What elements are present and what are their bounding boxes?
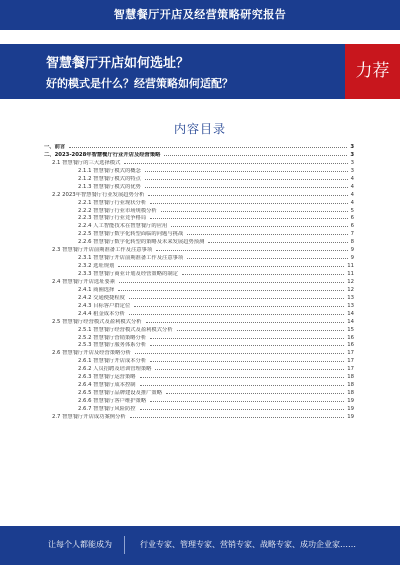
toc-entry-page: 17	[347, 350, 354, 357]
toc-entry-page: 18	[347, 390, 354, 397]
toc-leader-dots	[150, 400, 344, 402]
toc-leader-dots	[135, 352, 344, 354]
toc-entry-page: 6	[350, 223, 354, 230]
toc-leader-dots	[187, 257, 347, 259]
toc-entry-page: 16	[347, 334, 354, 341]
toc-leader-dots	[118, 289, 344, 291]
toc-entry-label: 2.2.2 智慧餐厅行业市场规模分析	[78, 207, 157, 214]
toc-entry[interactable]	[44, 176, 354, 184]
toc-entry-label: 2.1.2 智慧餐厅模式的特点	[78, 175, 141, 182]
toc-entry-label: 2.7 智慧餐厅开店成功案例分析	[52, 413, 126, 420]
toc-leader-dots	[145, 178, 348, 180]
toc-entry[interactable]	[44, 215, 354, 223]
toc-leader-dots	[187, 233, 347, 235]
toc-entry-label: 2.5.2 智慧餐厅营销策略分析	[78, 334, 147, 341]
toc-entry-label: 2.4 智慧餐厅开店选址要素	[52, 278, 116, 285]
toc-entry[interactable]	[44, 223, 354, 231]
toc-entry[interactable]	[44, 247, 354, 255]
toc-entry-page: 9	[350, 255, 354, 262]
toc-entry-label: 2.1 智慧餐厅的三大选择模式	[52, 159, 121, 166]
toc-entry-page: 17	[347, 358, 354, 365]
toc-leader-dots	[208, 241, 347, 243]
toc-entry-page: 3	[350, 167, 354, 174]
toc-entry-page: 14	[347, 318, 354, 325]
toc-entry-page: 3	[350, 151, 354, 158]
toc-entry[interactable]	[44, 255, 354, 263]
toc-entry[interactable]	[44, 168, 354, 176]
report-title: 智慧餐厅开店及经营策略研究报告	[113, 8, 287, 21]
toc-entry-page: 11	[347, 263, 354, 270]
toc-entry[interactable]	[44, 184, 354, 192]
toc-entry-page: 8	[350, 239, 354, 246]
toc-leader-dots	[155, 368, 344, 370]
toc-entry-label: 2.4.1 商圈选择	[78, 286, 115, 293]
toc-entry-page: 12	[347, 286, 354, 293]
toc-entry-label: 2.4.2 交通便捷程度	[78, 294, 125, 301]
banner-title: 智慧餐厅开店如何选址？	[46, 56, 190, 71]
toc-entry-label: 2.2.3 智慧餐厅行业竞争格局	[78, 215, 147, 222]
toc-entry-page: 18	[347, 382, 354, 389]
toc-entry-page: 4	[350, 175, 354, 182]
toc-entry-page: 5	[350, 207, 354, 214]
toc-entry-label: 2.1.3 智慧餐厅模式的优势	[78, 183, 141, 190]
toc-entry-label: 2.3 智慧餐厅开店前期准备工作及注意事项	[52, 247, 153, 254]
toc-entry-page: 15	[347, 326, 354, 333]
toc-entry[interactable]	[44, 311, 354, 319]
toc-leader-dots	[150, 217, 347, 219]
toc-leader-dots	[150, 360, 344, 362]
toc-entry[interactable]	[44, 279, 354, 287]
toc-entry[interactable]	[44, 152, 354, 160]
toc-leader-dots	[140, 376, 345, 378]
toc-entry[interactable]	[44, 303, 354, 311]
toc-leader-dots	[166, 392, 344, 394]
toc-entry-page: 14	[347, 310, 354, 317]
toc-leader-dots	[124, 162, 347, 164]
toc-entry-page: 19	[347, 413, 354, 420]
toc-entry-page: 11	[347, 271, 354, 277]
toc-entry-page: 12	[347, 278, 354, 285]
toc-entry-label: 2.4.4 租金成本分析	[78, 310, 125, 317]
toc-entry-label: 一、前言	[44, 144, 66, 150]
toc-entry-page: 13	[347, 302, 354, 309]
toc-leader-dots	[146, 321, 345, 323]
toc-entry-page: 9	[350, 247, 354, 254]
toc-leader-dots	[129, 297, 344, 299]
toc-entry-page: 4	[350, 199, 354, 206]
toc-entry[interactable]	[44, 382, 354, 390]
toc-entry[interactable]	[44, 398, 354, 406]
toc-leader-dots	[156, 249, 347, 251]
toc-entry-label: 2.6.2 人员招聘及培训管理策略	[78, 366, 152, 373]
toc-leader-dots	[148, 194, 347, 196]
toc-leader-dots	[150, 344, 344, 346]
toc-entry[interactable]	[44, 335, 354, 343]
toc-entry[interactable]	[44, 406, 354, 414]
toc-leader-dots	[118, 265, 344, 267]
toc-entry[interactable]	[44, 366, 354, 374]
toc-entry-page: 7	[350, 231, 354, 238]
toc-entry-label: 2.6 智慧餐厅开店及经营策略分析	[52, 350, 131, 357]
toc-entry-page: 3	[350, 159, 354, 166]
toc-entry[interactable]	[44, 287, 354, 295]
toc-leader-dots	[145, 186, 348, 188]
toc-leader-dots	[140, 384, 345, 386]
toc-leader-dots	[119, 281, 344, 283]
toc-entry-label: 2.3.3 智慧餐厅商业计划及经营策略的制定	[78, 271, 178, 277]
toc-entry-label: 2.2.5 智慧餐厅数字化转型面临的问题与挑战	[78, 231, 184, 238]
toc-entry-page: 18	[347, 374, 354, 381]
toc-entry-label: 2.2 2023年智慧餐厅行业发展趋势分析	[52, 191, 145, 198]
toc-entry-label: 2.3.2 选址规划	[78, 263, 115, 270]
toc-leader-dots	[69, 146, 347, 148]
toc-entry[interactable]	[44, 208, 354, 216]
title-banner	[0, 44, 400, 99]
toc-leader-dots	[140, 408, 345, 410]
toc-leader-dots	[145, 170, 348, 172]
toc-entry-label: 2.6.1 智慧餐厅开店成本分析	[78, 358, 147, 365]
toc-leader-dots	[150, 337, 344, 339]
toc-entry[interactable]	[44, 295, 354, 303]
banner-subtitle: 好的模式是什么？经营策略如何适配？	[46, 77, 233, 90]
toc-entry-page: 13	[347, 294, 354, 301]
toc-entry-label: 2.6.7 智慧餐厅风险防控	[78, 405, 136, 412]
toc-leader-dots	[182, 273, 344, 275]
toc-entry-label: 2.5 智慧餐厅经营模式及盈利模式分析	[52, 318, 142, 325]
toc-leader-dots	[150, 202, 347, 204]
toc-entry[interactable]	[44, 358, 354, 366]
toc-entry[interactable]	[44, 342, 354, 350]
footer-slogan: 让每个人都能成为	[48, 540, 112, 549]
toc-entry[interactable]	[44, 374, 354, 382]
toc-entry[interactable]	[44, 263, 354, 271]
footer-tagline: 行业专家、管理专家、营销专家、战略专家、成功企业家……	[140, 540, 356, 549]
toc-entry[interactable]	[44, 239, 354, 247]
toc-leader-dots	[134, 305, 344, 307]
toc-entry[interactable]	[44, 200, 354, 208]
toc-entry-page: 19	[347, 398, 354, 404]
toc-entry[interactable]	[44, 390, 354, 398]
toc-entry-page: 4	[350, 183, 354, 190]
toc-heading: 内容目录	[173, 122, 226, 136]
toc-entry-label: 2.3.1 智慧餐厅开店前期准备工作及注意事项	[78, 255, 184, 262]
toc-entry-label: 2.2.1 智慧餐厅行业现状分析	[78, 199, 147, 206]
toc-entry[interactable]	[44, 231, 354, 239]
toc-entry[interactable]	[44, 271, 354, 279]
toc-leader-dots	[171, 225, 347, 227]
report-header-bar	[0, 0, 400, 30]
toc-leader-dots	[164, 154, 347, 156]
toc-entry[interactable]	[44, 144, 354, 152]
footer-bar	[0, 526, 400, 565]
toc-entry[interactable]	[44, 327, 354, 335]
toc-entry[interactable]	[44, 319, 354, 327]
toc-entry[interactable]	[44, 350, 354, 358]
toc-entry-label: 二、2023-2028年智慧餐厅行业开店及经营策略	[44, 151, 161, 158]
toc-entry-label: 2.6.3 智慧餐厅运营策略	[78, 374, 136, 381]
toc-entry-page: 6	[350, 215, 354, 222]
toc-entry-label: 2.6.4 智慧餐厅成本控制	[78, 382, 136, 389]
table-of-contents	[44, 144, 354, 422]
toc-entry-page: 19	[347, 405, 354, 412]
toc-leader-dots	[129, 313, 344, 315]
footer-divider	[124, 536, 125, 554]
toc-entry-label: 2.4.3 目标客户群定位	[78, 302, 131, 309]
toc-entry[interactable]	[44, 160, 354, 168]
toc-entry[interactable]	[44, 192, 354, 200]
toc-entry-label: 2.2.6 智慧餐厅数字化转型的策略及未来发展趋势预测	[78, 239, 205, 246]
toc-entry-label: 2.6.6 智慧餐厅客户维护策略	[78, 398, 147, 404]
toc-entry-label: 2.1.1 智慧餐厅模式的概念	[78, 167, 141, 174]
toc-entry-label: 2.5.3 智慧餐厅服务体系分析	[78, 342, 147, 349]
recommend-badge: 力荐	[345, 44, 400, 99]
toc-leader-dots	[177, 329, 345, 331]
toc-entry-label: 2.6.5 智慧餐厅品牌建设及推广策略	[78, 390, 163, 397]
toc-entry-label: 2.5.1 智慧餐厅经营模式及盈利模式分析	[78, 326, 173, 333]
toc-leader-dots	[161, 210, 348, 212]
toc-entry-page: 17	[347, 366, 354, 373]
toc-entry-page: 3	[350, 144, 354, 150]
toc-leader-dots	[130, 416, 345, 418]
toc-entry-page: 16	[347, 342, 354, 349]
toc-entry[interactable]	[44, 414, 354, 422]
toc-entry-label: 2.2.4 人工智能技术在智慧餐厅的应用	[78, 223, 168, 230]
toc-entry-page: 4	[350, 191, 354, 198]
